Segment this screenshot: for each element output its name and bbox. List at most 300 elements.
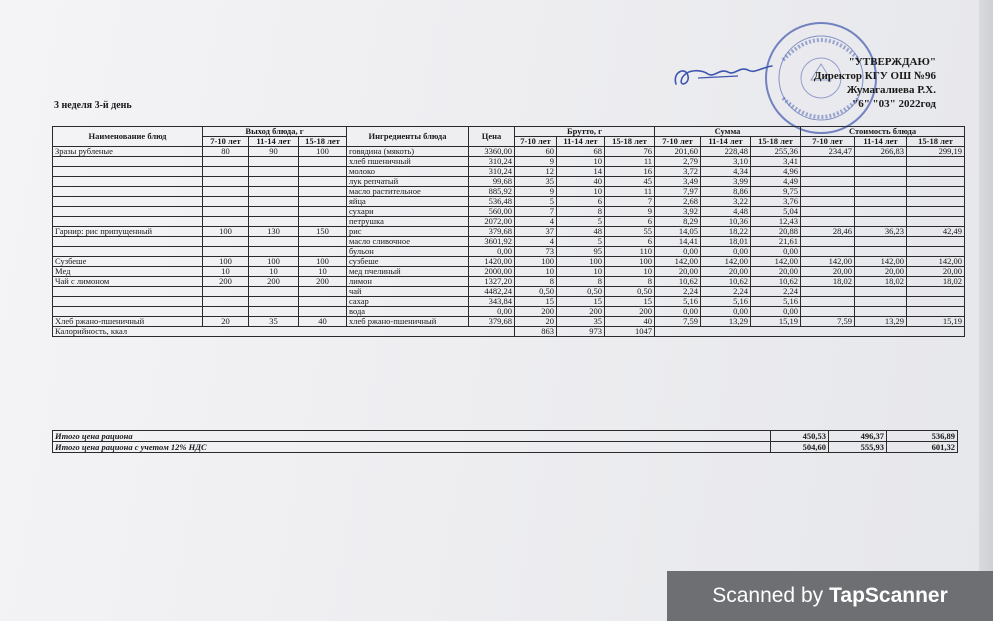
dish-name xyxy=(53,297,203,307)
cost-cell xyxy=(855,177,907,187)
yield-cell xyxy=(203,167,249,177)
gross-cell: 37 xyxy=(515,227,557,237)
sum-cell: 4,49 xyxy=(751,177,801,187)
ingredient-name: мед пчелиный xyxy=(347,267,469,277)
sum-cell: 14,05 xyxy=(655,227,701,237)
sum-cell: 3,76 xyxy=(751,197,801,207)
sum-cell: 7,59 xyxy=(655,317,701,327)
table-row xyxy=(53,267,965,277)
ingredient-name: хлеб ржано-пшеничный xyxy=(347,317,469,327)
sum-cell: 201,60 xyxy=(655,147,701,157)
yield-cell xyxy=(249,207,299,217)
yield-cell xyxy=(203,177,249,187)
yield-cell xyxy=(299,197,347,207)
dish-name: Сузбеше xyxy=(53,257,203,267)
yield-cell: 35 xyxy=(249,317,299,327)
empty-cell xyxy=(655,327,965,337)
calories-value: 1047 xyxy=(605,327,655,337)
sum-cell: 13,29 xyxy=(701,317,751,327)
total-value: 450,53 xyxy=(771,431,829,442)
gross-cell: 9 xyxy=(515,157,557,167)
sum-cell: 10,62 xyxy=(751,277,801,287)
price-cell: 3360,00 xyxy=(469,147,515,157)
cost-cell xyxy=(801,307,855,317)
sum-cell: 0,00 xyxy=(655,307,701,317)
total-vat-value: 504,60 xyxy=(771,442,829,453)
table-row xyxy=(53,177,965,187)
cost-cell xyxy=(907,157,965,167)
dish-name: Хлеб ржано-пшеничный xyxy=(53,317,203,327)
table-row xyxy=(53,157,965,167)
dish-name xyxy=(53,217,203,227)
sum-cell: 2,24 xyxy=(701,287,751,297)
cost-cell xyxy=(907,167,965,177)
header-age: 15-18 лет xyxy=(605,137,655,147)
sum-cell: 3,49 xyxy=(655,177,701,187)
header-dish: Наименование блюд xyxy=(53,127,203,147)
sum-cell: 10,36 xyxy=(701,217,751,227)
ingredient-name: чай xyxy=(347,287,469,297)
sum-cell: 9,75 xyxy=(751,187,801,197)
cost-cell: 266,83 xyxy=(855,147,907,157)
yield-cell xyxy=(299,217,347,227)
yield-cell xyxy=(203,157,249,167)
dish-name: Чай с лимоном xyxy=(53,277,203,287)
yield-cell xyxy=(203,297,249,307)
yield-cell: 100 xyxy=(299,147,347,157)
approval-director: Директор КГУ ОШ №96 xyxy=(813,70,936,82)
gross-cell: 14 xyxy=(557,167,605,177)
price-cell: 343,84 xyxy=(469,297,515,307)
yield-cell: 10 xyxy=(249,267,299,277)
ingredient-name: сахар xyxy=(347,297,469,307)
menu-table xyxy=(52,126,965,337)
header-age: 15-18 лет xyxy=(751,137,801,147)
gross-cell: 15 xyxy=(605,297,655,307)
cost-cell xyxy=(801,287,855,297)
price-cell: 0,00 xyxy=(469,307,515,317)
sum-cell: 15,19 xyxy=(751,317,801,327)
gross-cell: 0,50 xyxy=(515,287,557,297)
gross-cell: 200 xyxy=(515,307,557,317)
total-value: 496,37 xyxy=(829,431,887,442)
sum-cell: 5,16 xyxy=(751,297,801,307)
sum-cell: 20,88 xyxy=(751,227,801,237)
price-cell: 310,24 xyxy=(469,157,515,167)
sum-cell: 10,62 xyxy=(655,277,701,287)
gross-cell: 60 xyxy=(515,147,557,157)
gross-cell: 200 xyxy=(557,307,605,317)
gross-cell: 9 xyxy=(605,207,655,217)
cost-cell xyxy=(907,287,965,297)
header-gross: Брутто, г xyxy=(515,127,655,137)
cost-cell xyxy=(801,237,855,247)
gross-cell: 16 xyxy=(605,167,655,177)
table-row xyxy=(53,257,965,267)
sum-cell: 2,24 xyxy=(655,287,701,297)
price-cell: 560,00 xyxy=(469,207,515,217)
yield-cell: 40 xyxy=(299,317,347,327)
header-cost: Стоимость блюда xyxy=(801,127,965,137)
header-age: 11-14 лет xyxy=(249,137,299,147)
gross-cell: 12 xyxy=(515,167,557,177)
cost-cell: 36,23 xyxy=(855,227,907,237)
cost-cell: 15,19 xyxy=(907,317,965,327)
sum-cell: 3,22 xyxy=(701,197,751,207)
total-vat-label: Итого цена рациона с учетом 12% НДС xyxy=(53,442,771,453)
cost-cell xyxy=(907,237,965,247)
dish-name xyxy=(53,237,203,247)
yield-cell xyxy=(249,237,299,247)
sum-cell: 142,00 xyxy=(701,257,751,267)
sum-cell: 20,00 xyxy=(751,267,801,277)
sum-cell: 8,86 xyxy=(701,187,751,197)
calories-value: 973 xyxy=(557,327,605,337)
yield-cell: 100 xyxy=(203,227,249,237)
sum-cell: 0,00 xyxy=(701,247,751,257)
cost-cell: 28,46 xyxy=(801,227,855,237)
yield-cell xyxy=(203,307,249,317)
gross-cell: 8 xyxy=(605,277,655,287)
yield-cell xyxy=(203,187,249,197)
gross-cell: 110 xyxy=(605,247,655,257)
sum-cell: 3,41 xyxy=(751,157,801,167)
yield-cell: 150 xyxy=(299,227,347,237)
gross-cell: 4 xyxy=(515,217,557,227)
table-row xyxy=(53,287,965,297)
cost-cell: 299,19 xyxy=(907,147,965,157)
sum-cell: 142,00 xyxy=(655,257,701,267)
cost-cell: 20,00 xyxy=(907,267,965,277)
price-cell: 3601,92 xyxy=(469,237,515,247)
cost-cell xyxy=(801,207,855,217)
table-row xyxy=(53,217,965,227)
sum-cell: 0,00 xyxy=(751,247,801,257)
gross-cell: 7 xyxy=(515,207,557,217)
sum-cell: 5,16 xyxy=(655,297,701,307)
sum-cell: 0,00 xyxy=(655,247,701,257)
gross-cell: 48 xyxy=(557,227,605,237)
price-cell: 0,00 xyxy=(469,247,515,257)
dish-name xyxy=(53,197,203,207)
yield-cell xyxy=(203,217,249,227)
sum-cell: 10,62 xyxy=(701,277,751,287)
header-yield: Выход блюда, г xyxy=(203,127,347,137)
yield-cell xyxy=(203,237,249,247)
gross-cell: 11 xyxy=(605,187,655,197)
cost-cell: 18,02 xyxy=(855,277,907,287)
table-row xyxy=(53,307,965,317)
sum-cell: 8,29 xyxy=(655,217,701,227)
total-vat-value: 601,32 xyxy=(887,442,958,453)
cost-cell xyxy=(855,247,907,257)
cost-cell xyxy=(907,297,965,307)
approval-name: Жумагалиева Р.Х. xyxy=(846,84,936,96)
gross-cell: 40 xyxy=(557,177,605,187)
sum-cell: 4,48 xyxy=(701,207,751,217)
price-cell: 2000,00 xyxy=(469,267,515,277)
gross-cell: 200 xyxy=(605,307,655,317)
ingredient-name: масло растительное xyxy=(347,187,469,197)
header-price: Цена xyxy=(469,127,515,147)
approval-date: "6" "03" 2022год xyxy=(852,98,936,110)
cost-cell xyxy=(855,237,907,247)
cost-cell: 20,00 xyxy=(801,267,855,277)
yield-cell: 130 xyxy=(249,227,299,237)
price-cell: 2072,00 xyxy=(469,217,515,227)
cost-cell xyxy=(855,307,907,317)
yield-cell xyxy=(299,287,347,297)
yield-cell xyxy=(299,167,347,177)
gross-cell: 6 xyxy=(605,237,655,247)
header-age: 15-18 лет xyxy=(299,137,347,147)
dish-name xyxy=(53,247,203,257)
gross-cell: 73 xyxy=(515,247,557,257)
total-row xyxy=(53,431,958,442)
header-age: 11-14 лет xyxy=(701,137,751,147)
sum-cell: 0,00 xyxy=(701,307,751,317)
cost-cell: 234,47 xyxy=(801,147,855,157)
table-row xyxy=(53,277,965,287)
total-vat-value: 555,93 xyxy=(829,442,887,453)
yield-cell: 10 xyxy=(203,267,249,277)
sum-cell: 228,48 xyxy=(701,147,751,157)
yield-cell: 100 xyxy=(203,257,249,267)
ingredient-name: хлеб пшеничный xyxy=(347,157,469,167)
yield-cell: 200 xyxy=(249,277,299,287)
ingredient-name: молоко xyxy=(347,167,469,177)
gross-cell: 15 xyxy=(557,297,605,307)
gross-cell: 8 xyxy=(557,207,605,217)
header-age: 7-10 лет xyxy=(801,137,855,147)
yield-cell xyxy=(249,197,299,207)
cost-cell xyxy=(855,167,907,177)
gross-cell: 55 xyxy=(605,227,655,237)
header-ingredients: Ингредиенты блюда xyxy=(347,127,469,147)
sum-cell: 3,99 xyxy=(701,177,751,187)
table-row xyxy=(53,197,965,207)
calories-label: Калорийность, ккал xyxy=(53,327,515,337)
yield-cell xyxy=(299,307,347,317)
cost-cell: 13,29 xyxy=(855,317,907,327)
price-cell: 1420,00 xyxy=(469,257,515,267)
dish-name: Мед xyxy=(53,267,203,277)
sum-cell: 2,68 xyxy=(655,197,701,207)
total-value: 536,89 xyxy=(887,431,958,442)
gross-cell: 9 xyxy=(515,187,557,197)
cost-cell xyxy=(855,187,907,197)
dish-name xyxy=(53,187,203,197)
cost-cell xyxy=(855,217,907,227)
header-age: 7-10 лет xyxy=(515,137,557,147)
dish-name xyxy=(53,177,203,187)
yield-cell xyxy=(203,287,249,297)
dish-name xyxy=(53,287,203,297)
gross-cell: 6 xyxy=(605,217,655,227)
gross-cell: 76 xyxy=(605,147,655,157)
ingredient-name: рис xyxy=(347,227,469,237)
sum-cell: 0,00 xyxy=(751,307,801,317)
gross-cell: 45 xyxy=(605,177,655,187)
yield-cell: 80 xyxy=(203,147,249,157)
yield-cell xyxy=(203,247,249,257)
gross-cell: 35 xyxy=(557,317,605,327)
header-age: 7-10 лет xyxy=(203,137,249,147)
scanner-watermark xyxy=(667,571,993,621)
totals-table xyxy=(52,430,958,453)
gross-cell: 8 xyxy=(515,277,557,287)
total-vat-row xyxy=(53,442,958,453)
gross-cell: 35 xyxy=(515,177,557,187)
header-sum: Сумма xyxy=(655,127,801,137)
gross-cell: 20 xyxy=(515,317,557,327)
cost-cell: 142,00 xyxy=(855,257,907,267)
gross-cell: 6 xyxy=(557,197,605,207)
yield-cell xyxy=(299,157,347,167)
cost-cell: 7,59 xyxy=(801,317,855,327)
yield-cell xyxy=(203,207,249,217)
yield-cell xyxy=(249,307,299,317)
scanner-brand: TapScanner xyxy=(829,584,948,607)
dish-name: Зразы рубленые xyxy=(53,147,203,157)
yield-cell: 200 xyxy=(203,277,249,287)
cost-cell: 18,02 xyxy=(801,277,855,287)
table-row xyxy=(53,227,965,237)
cost-cell xyxy=(801,157,855,167)
yield-cell xyxy=(249,167,299,177)
cost-cell xyxy=(907,217,965,227)
gross-cell: 4 xyxy=(515,237,557,247)
table-row xyxy=(53,317,965,327)
cost-cell: 42,49 xyxy=(907,227,965,237)
cost-cell xyxy=(801,187,855,197)
cost-cell xyxy=(801,177,855,187)
sum-cell: 20,00 xyxy=(701,267,751,277)
sum-cell: 21,61 xyxy=(751,237,801,247)
page-edge xyxy=(979,0,993,621)
gross-cell: 0,50 xyxy=(605,287,655,297)
table-row xyxy=(53,207,965,217)
header-age: 7-10 лет xyxy=(655,137,701,147)
yield-cell: 200 xyxy=(299,277,347,287)
gross-cell: 40 xyxy=(605,317,655,327)
yield-cell xyxy=(249,247,299,257)
header-age: 15-18 лет xyxy=(907,137,965,147)
yield-cell xyxy=(249,217,299,227)
yield-cell xyxy=(249,297,299,307)
yield-cell xyxy=(249,287,299,297)
ingredient-name: масло сливочное xyxy=(347,237,469,247)
cost-cell xyxy=(855,197,907,207)
sum-cell: 3,10 xyxy=(701,157,751,167)
sum-cell: 2,79 xyxy=(655,157,701,167)
gross-cell: 100 xyxy=(515,257,557,267)
yield-cell xyxy=(299,177,347,187)
ingredient-name: вода xyxy=(347,307,469,317)
approval-title: "УТВЕРЖДАЮ" xyxy=(848,56,936,68)
cost-cell xyxy=(801,167,855,177)
calories-row xyxy=(53,327,965,337)
cost-cell xyxy=(907,197,965,207)
gross-cell: 15 xyxy=(515,297,557,307)
sum-cell: 7,97 xyxy=(655,187,701,197)
table-row xyxy=(53,187,965,197)
gross-cell: 0,50 xyxy=(557,287,605,297)
yield-cell xyxy=(249,187,299,197)
sum-cell: 255,36 xyxy=(751,147,801,157)
sum-cell: 18,22 xyxy=(701,227,751,237)
gross-cell: 5 xyxy=(515,197,557,207)
dish-name xyxy=(53,167,203,177)
cost-cell: 20,00 xyxy=(855,267,907,277)
yield-cell: 100 xyxy=(299,257,347,267)
sum-cell: 4,34 xyxy=(701,167,751,177)
cost-cell: 142,00 xyxy=(907,257,965,267)
gross-cell: 10 xyxy=(557,267,605,277)
yield-cell: 10 xyxy=(299,267,347,277)
table-row xyxy=(53,147,965,157)
table-row xyxy=(53,167,965,177)
yield-cell: 100 xyxy=(249,257,299,267)
table-row xyxy=(53,247,965,257)
price-cell: 885,92 xyxy=(469,187,515,197)
yield-cell xyxy=(299,237,347,247)
menu-table-body xyxy=(53,147,965,327)
gross-cell: 10 xyxy=(557,187,605,197)
cost-cell xyxy=(907,177,965,187)
cost-cell xyxy=(907,307,965,317)
gross-cell: 5 xyxy=(557,237,605,247)
dish-name: Гарнир: рис припущенный xyxy=(53,227,203,237)
gross-cell: 8 xyxy=(557,277,605,287)
sum-cell: 3,72 xyxy=(655,167,701,177)
header-age: 11-14 лет xyxy=(557,137,605,147)
cost-cell xyxy=(907,247,965,257)
gross-cell: 10 xyxy=(605,267,655,277)
cost-cell xyxy=(855,157,907,167)
sum-cell: 5,04 xyxy=(751,207,801,217)
cost-cell xyxy=(801,217,855,227)
gross-cell: 100 xyxy=(605,257,655,267)
sum-cell: 142,00 xyxy=(751,257,801,267)
sum-cell: 2,24 xyxy=(751,287,801,297)
gross-cell: 5 xyxy=(557,217,605,227)
cost-cell xyxy=(855,207,907,217)
yield-cell xyxy=(299,247,347,257)
ingredient-name: сухари xyxy=(347,207,469,217)
gross-cell: 10 xyxy=(557,157,605,167)
ingredient-name: петрушка xyxy=(347,217,469,227)
gross-cell: 10 xyxy=(515,267,557,277)
price-cell: 4482,24 xyxy=(469,287,515,297)
dish-name xyxy=(53,307,203,317)
calories-value: 863 xyxy=(515,327,557,337)
cost-cell xyxy=(801,297,855,307)
gross-cell: 7 xyxy=(605,197,655,207)
price-cell: 379,68 xyxy=(469,227,515,237)
price-cell: 99,68 xyxy=(469,177,515,187)
yield-cell xyxy=(249,177,299,187)
sum-cell: 3,92 xyxy=(655,207,701,217)
table-row xyxy=(53,237,965,247)
dish-name xyxy=(53,207,203,217)
sum-cell: 20,00 xyxy=(655,267,701,277)
ingredient-name: лук репчатый xyxy=(347,177,469,187)
table-row xyxy=(53,297,965,307)
yield-cell: 20 xyxy=(203,317,249,327)
gross-cell: 100 xyxy=(557,257,605,267)
cost-cell xyxy=(907,187,965,197)
